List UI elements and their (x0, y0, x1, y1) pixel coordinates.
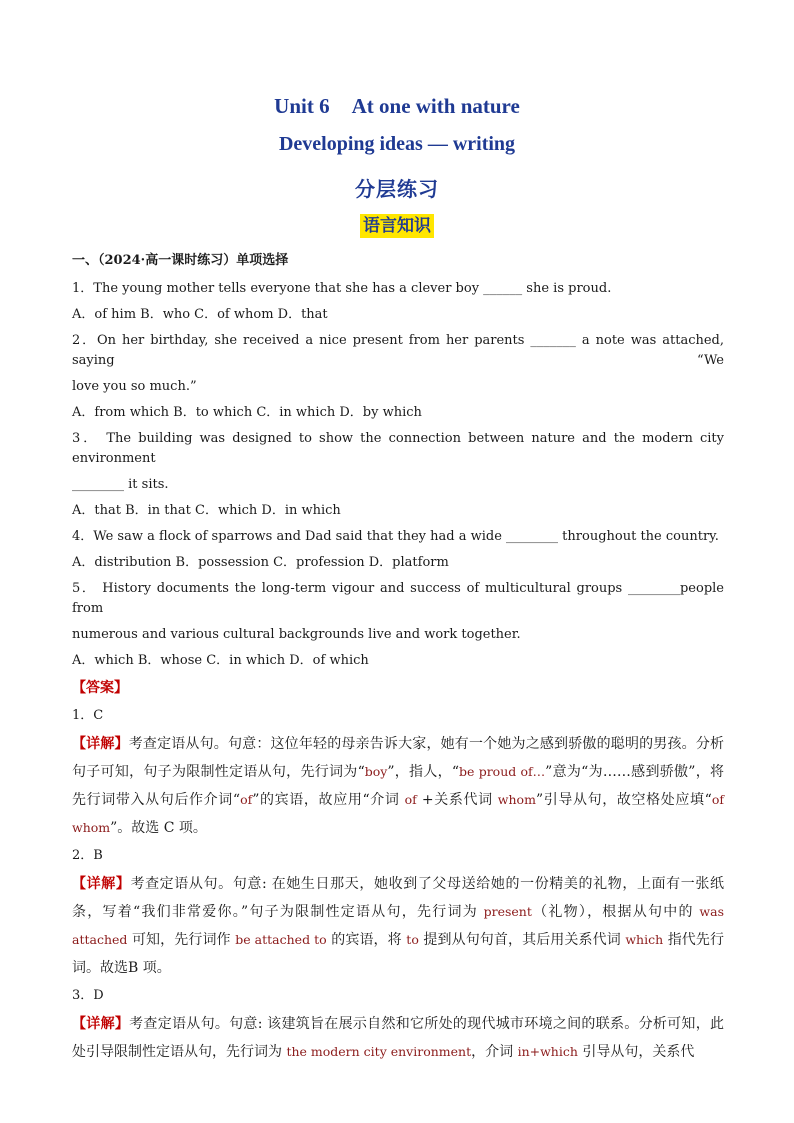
question-1: 1．The young mother tells everyone that she has a clever boy ______ she is proud. (72, 281, 612, 296)
question-3-options: A．that B．in that C．which D．in which (72, 503, 341, 518)
part-heading: 一、（2024·高一课时练习）单项选择 (72, 253, 289, 268)
answer-2-explanation: 【详解】考查定语从句。句意: 在她生日那天，她收到了父母送给她的一份精美的礼物，上面有一张纸条，写着“我们非常爱你。”句子为限制性定语从句，先行词为 present（礼物），根据从句中的 was attached 可知，先行词作 be attached to 的宾语，将 to 提到从句句首，其后用关系代词 which 指代先行词。故选B 项。 (72, 876, 725, 976)
question-2-options: A．from which B．to which C．in which D．by which (72, 405, 422, 420)
answer-3-explanation: 【详解】考查定语从句。句意: 该建筑旨在展示自然和它所处的现代城市环境之间的联系。分析可知，此处引导限制性定语从句，先行词为 the modern city environment，介词 in+which 引导从句，关系代 (72, 1016, 724, 1060)
question-4: 4．We saw a flock of sparrows and Dad said that they had a wide ________ throughout the country. (72, 529, 719, 544)
question-1-options: A．of him B．who C．of whom D．that (72, 307, 328, 322)
question-5-cont: numerous and various cultural backgrounds live and work together. (72, 627, 521, 642)
answer-1-explanation: 【详解】考查定语从句。句意：这位年轻的母亲告诉大家，她有一个她为之感到骄傲的聪明的男孩。分析句子可知，句子为限制性定语从句，先行词为“boy”，指人，“be proud of…”意为“为……感到骄傲”，将先行词带入从句后作介词“of”的宾语，故应用“介词 of +关系代词 whom”引导从句，故空格处应填“of whom”。故选 C 项。 (72, 736, 725, 836)
question-3: 3． The building was designed to show the connection between nature and the modern city environment (72, 431, 724, 466)
question-2: 2．On her birthday, she received a nice present from her parents _______ a note was attached, saying “We (72, 333, 724, 368)
question-4-options: A．distribution B．possession C．profession D．platform (72, 555, 449, 570)
practice-title: 分层练习 (355, 179, 439, 201)
question-3-cont: ________ it sits. (72, 477, 169, 492)
lesson-subtitle: Developing ideas — writing (278, 133, 516, 155)
question-5: 5． History documents the long-term vigour and success of multicultural groups ________people from (72, 581, 724, 616)
answer-label: 【答案】 (72, 680, 128, 696)
answer-2-number: 2．B (72, 848, 103, 863)
unit-title: Unit 6 At one with nature (274, 94, 520, 118)
answer-3-number: 3．D (72, 988, 104, 1003)
question-5-options: A．which B．whose C．in which D．of which (72, 653, 369, 668)
section-badge: 语言知识 (360, 214, 434, 238)
question-2-cont: love you so much.” (72, 379, 197, 394)
answer-1-number: 1．C (72, 708, 104, 723)
content-body (72, 251, 724, 1066)
